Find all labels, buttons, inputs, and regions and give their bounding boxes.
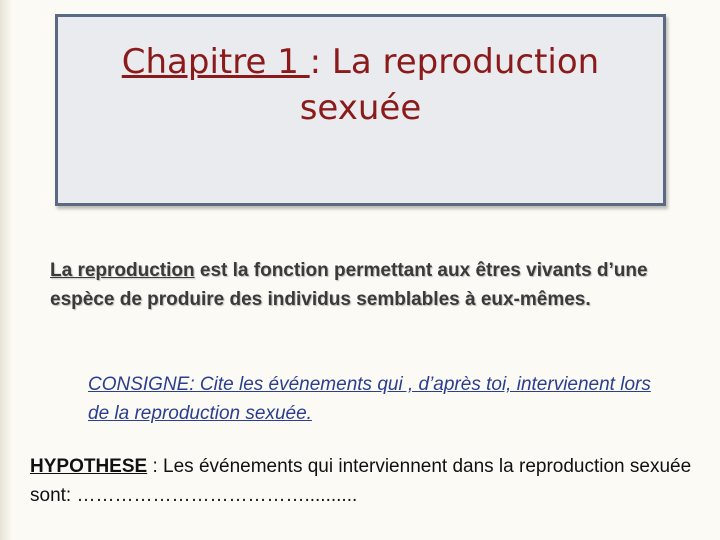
hypothese-paragraph [30,452,710,510]
chapter-title [58,39,663,131]
hypothese-label: HYPOTHESE [30,456,148,477]
chapter-title-line2: sexuée [299,88,422,128]
definition-term: La reproduction [50,260,195,281]
slide-edge-decoration [0,0,12,540]
chapter-title-main: : La reproduction [309,42,600,82]
title-box [55,14,666,206]
chapter-number: Chapitre 1 [121,42,310,82]
consigne-text: CONSIGNE: Cite les événements qui , d’après toi, intervienent lors de la reproduction sexuée. [88,374,651,424]
definition-text: est la fonction permettant aux êtres vivants d’une espèce de produire des individus semblables à eux-mêmes. [50,260,648,310]
hypothese-text: : Les événements qui interviennent dans la reproduction sexuée sont: ……………………………….......... [30,456,692,506]
definition-paragraph [50,256,670,314]
